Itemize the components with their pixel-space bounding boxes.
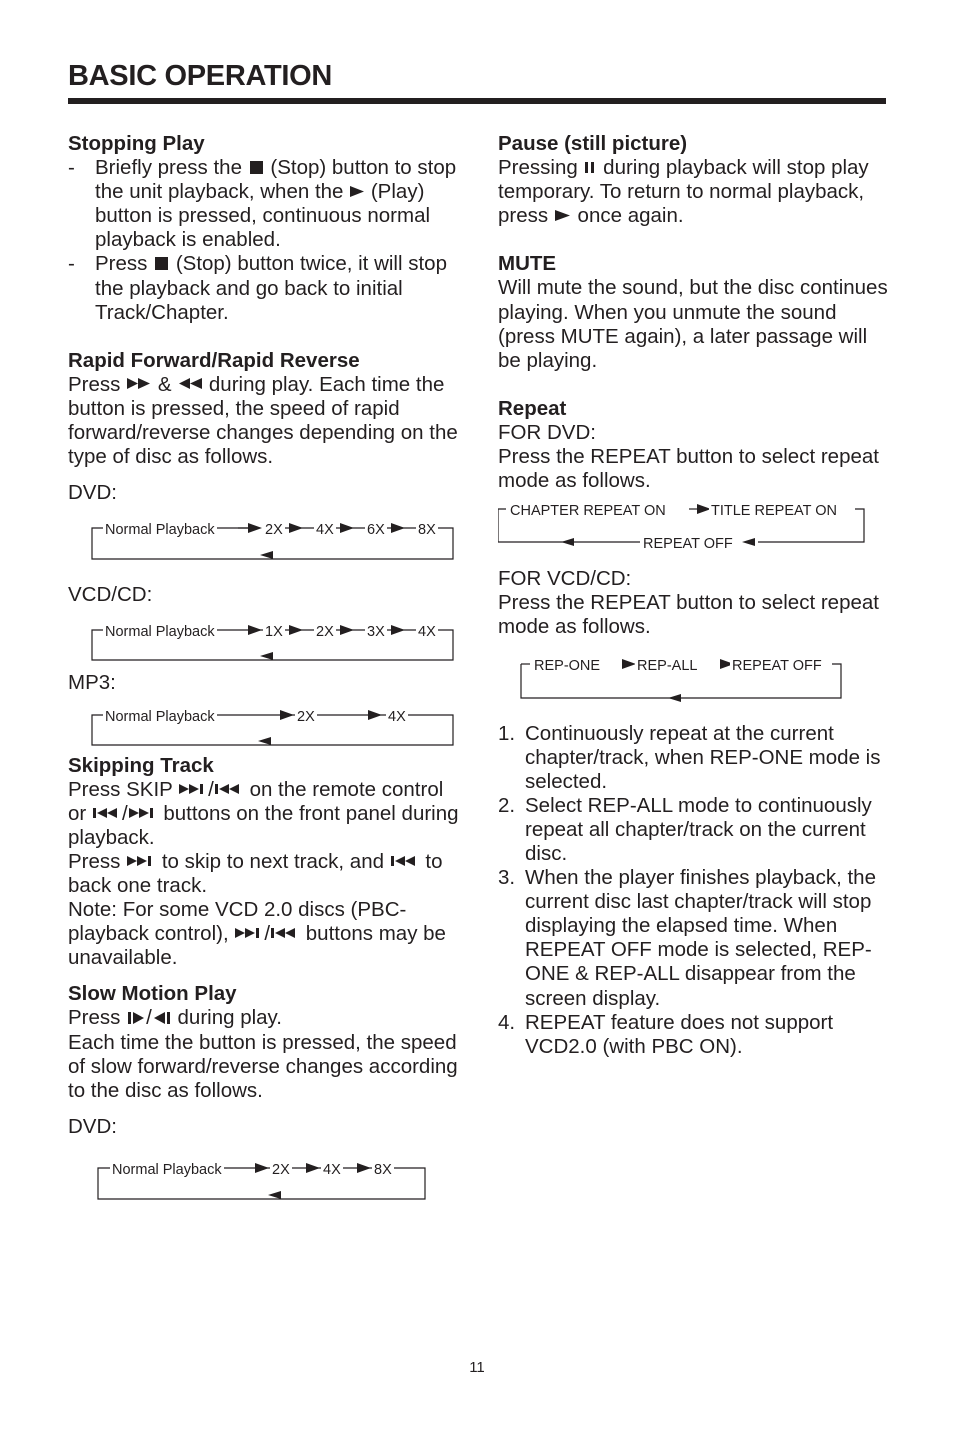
skip-next-icon [126, 855, 156, 867]
slow-forward-icon [126, 1011, 146, 1025]
rapid-vcd-label: VCD/CD: [68, 583, 153, 607]
slow-text-2: Each time the button is pressed, the speed of slow forward/reverse changes according to the disc as follows. [68, 1030, 458, 1102]
rapid-mp3-item: 2X [295, 705, 317, 729]
skipping-text-2: Press to skip to next track, and to back one track. [68, 849, 443, 897]
slow-dvd-label: DVD: [68, 1114, 117, 1138]
repeat-dvd-diagram [498, 501, 890, 567]
play-icon [554, 209, 572, 222]
rapid-heading: Rapid Forward/Rapid Reverse [68, 348, 360, 372]
play-icon [349, 185, 365, 198]
rapid-mp3-label: MP3: [68, 671, 116, 695]
pause-text: Pressing during playback will stop play temporary. To return to normal playback, press once again. [498, 156, 869, 228]
repeat-dvd-text: Press the REPEAT button to select repeat mode as follows. [498, 445, 879, 493]
slow-reverse-icon [152, 1011, 172, 1025]
title-rule [68, 98, 886, 104]
stop-icon [155, 257, 168, 270]
skip-previous-icon [214, 783, 244, 795]
repeat-dvd-item: REPEAT OFF [641, 532, 735, 556]
repeat-note-2: 2. Select REP-ALL mode to continuously repeat all chapter/track on the current disc. [498, 793, 872, 865]
rewind-icon [177, 377, 203, 390]
rapid-vcd-item: 1X [263, 620, 285, 644]
slow-dvd-item: 2X [270, 1158, 292, 1182]
repeat-heading: Repeat [498, 396, 567, 420]
slow-dvd-diagram [68, 1153, 460, 1213]
rapid-dvd-item: 6X [365, 518, 387, 542]
slow-dvd-item: Normal Playback [110, 1158, 224, 1182]
repeat-note-4: 4. REPEAT feature does not support VCD2.0 (with PBC ON). [498, 1010, 834, 1058]
fast-forward-icon [126, 377, 152, 390]
page-title: BASIC OPERATION [68, 60, 333, 92]
rapid-dvd-item: 8X [416, 518, 438, 542]
repeat-vcd-item: REP-ONE [532, 654, 602, 678]
rapid-dvd-label: DVD: [68, 481, 117, 505]
rapid-vcd-item: 2X [314, 620, 336, 644]
page-number: 11 [469, 1359, 485, 1376]
slow-dvd-item: 4X [321, 1158, 343, 1182]
rapid-dvd-diagram [68, 513, 460, 573]
rapid-vcd-item: 4X [416, 620, 438, 644]
rapid-dvd-item: 4X [314, 518, 336, 542]
rapid-dvd-item: 2X [263, 518, 285, 542]
rapid-text: Press & during play. Each time the button is pressed, the speed of rapid forward/reverse changes depending on the type of disc as follows. [68, 372, 458, 469]
repeat-vcd-item: REPEAT OFF [730, 654, 824, 678]
stopping-bullet-1: - Briefly press the (Stop) button to stop the unit playback, when the (Play) button is pressed, continuous normal playback is enabled. [68, 156, 457, 252]
pause-icon [583, 161, 597, 174]
left-column [68, 132, 460, 1213]
rapid-mp3-item: Normal Playback [103, 705, 217, 729]
rapid-mp3-diagram [68, 700, 460, 754]
repeat-dvd-label: FOR DVD: [498, 420, 596, 444]
skip-previous-icon [270, 927, 300, 939]
slow-heading: Slow Motion Play [68, 982, 237, 1006]
rapid-mp3-item: 4X [386, 705, 408, 729]
mute-text: Will mute the sound, but the disc continues playing. When you unmute the sound (press MUTE again), a later passage will be playing. [498, 276, 888, 372]
skip-next-icon [128, 807, 158, 819]
skipping-heading: Skipping Track [68, 753, 214, 777]
stopping-heading: Stopping Play [68, 132, 205, 155]
skip-previous-icon [92, 807, 122, 819]
skip-previous-icon [390, 855, 420, 867]
rapid-vcd-item: Normal Playback [103, 620, 217, 644]
pause-heading: Pause (still picture) [498, 132, 688, 155]
stop-icon [250, 161, 263, 174]
stopping-bullet-2: - Press (Stop) button twice, it will stop the playback and go back to initial Track/Chapter. [68, 252, 447, 324]
skip-next-icon [234, 927, 264, 939]
mute-heading: MUTE [498, 252, 557, 276]
slow-dvd-item: 8X [372, 1158, 394, 1182]
repeat-vcd-item: REP-ALL [635, 654, 699, 678]
rapid-dvd-item: Normal Playback [103, 518, 217, 542]
skip-next-icon [178, 783, 208, 795]
repeat-note-3: 3. When the player finishes playback, the current disc last chapter/track will stop displaying the elapsed time. When REPEAT OFF mode is selected, REP-ONE & REP-ALL disappear from the screen display. [498, 866, 876, 1010]
rapid-vcd-diagram [68, 615, 460, 671]
repeat-dvd-item: TITLE REPEAT ON [709, 499, 839, 523]
skipping-text-1: Press SKIP / on the remote control or / buttons on the front panel during playback. [68, 777, 459, 849]
repeat-vcd-diagram [498, 650, 890, 722]
repeat-note-1: 1. Continuously repeat at the current chapter/track, when REP-ONE mode is selected. [498, 721, 881, 793]
right-column [498, 132, 890, 1059]
slow-text-1: Press / during play. [68, 1006, 282, 1030]
repeat-vcd-text: Press the REPEAT button to select repeat mode as follows. [498, 591, 879, 639]
rapid-vcd-item: 3X [365, 620, 387, 644]
repeat-dvd-item: CHAPTER REPEAT ON [508, 499, 668, 523]
skipping-note: Note: For some VCD 2.0 discs (PBC-playback control), / buttons may be unavailable. [68, 898, 446, 970]
repeat-vcd-label: FOR VCD/CD: [498, 567, 632, 591]
